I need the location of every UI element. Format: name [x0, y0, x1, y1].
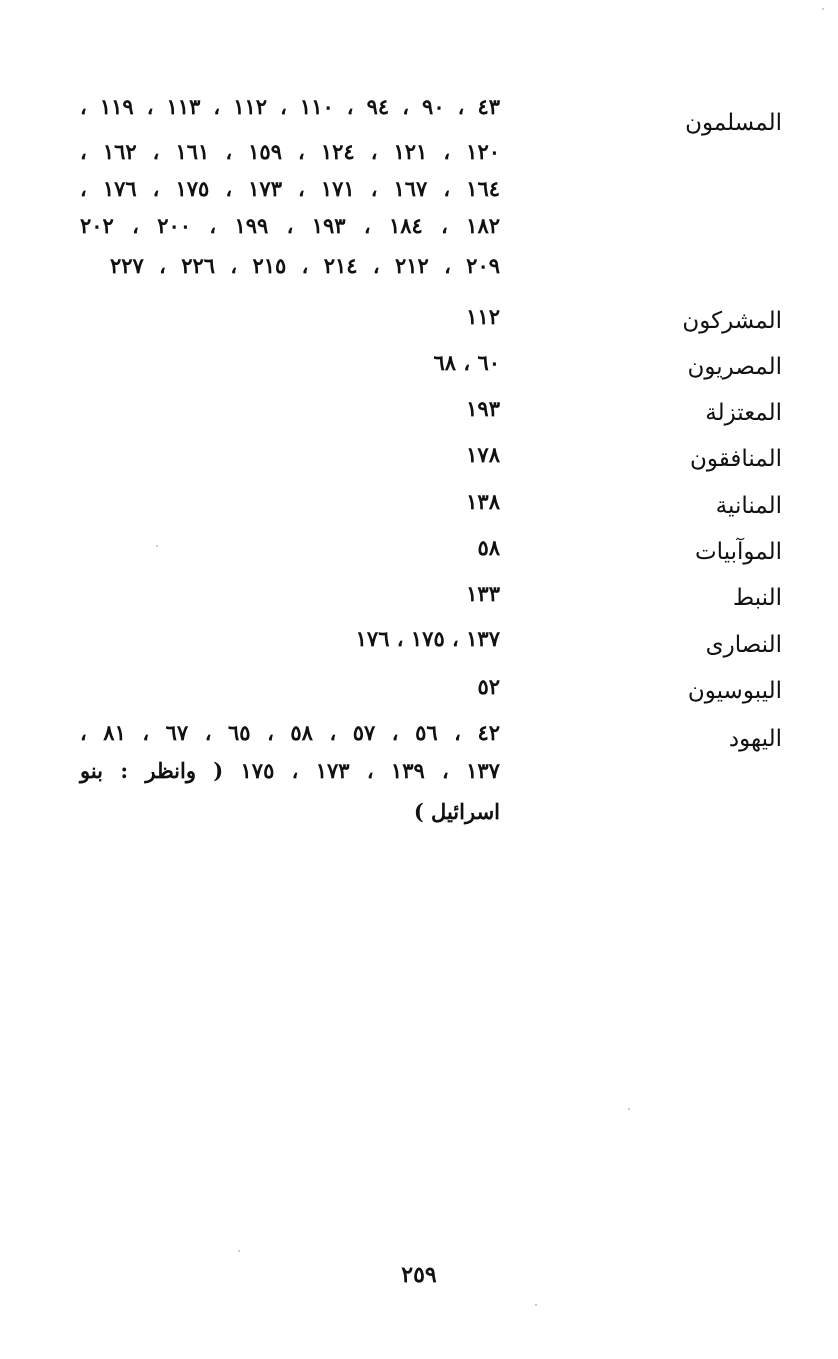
index-term: الموآبيات: [695, 539, 782, 565]
index-term: المسلمون: [685, 110, 782, 136]
index-term: النبط: [732, 585, 782, 611]
scan-speck: [238, 1250, 240, 1252]
index-term: المصريون: [687, 354, 782, 380]
page-references-line: ١٣٣: [466, 581, 500, 606]
index-term: اليهود: [728, 726, 782, 752]
page-references-line: ٤٢ ، ٥٦ ، ٥٧ ، ٥٨ ، ٦٥ ، ٦٧ ، ٨١ ،: [80, 720, 501, 745]
scan-speck: [628, 1108, 630, 1110]
scan-speck: [156, 545, 158, 547]
page-references-line: ٥٢: [477, 674, 500, 699]
index-term: المعتزلة: [705, 400, 782, 426]
page-references-line: ١٧٨: [466, 442, 500, 467]
page-references-line: ١٢٠ ، ١٢١ ، ١٢٤ ، ١٥٩ ، ١٦١ ، ١٦٢ ،: [80, 139, 501, 164]
page-references-line: ٦٠ ، ٦٨: [433, 350, 500, 375]
index-term: المنافقون: [689, 446, 782, 472]
page-references-line: ١٣٧ ، ١٧٥ ، ١٧٦: [355, 626, 500, 651]
scan-speck: [535, 1304, 537, 1306]
scan-speck: [822, 8, 824, 10]
page-references-line: ٥٨: [477, 535, 500, 560]
index-term: المنانية: [715, 493, 782, 519]
page-references-line: ٤٣ ، ٩٠ ، ٩٤ ، ١١٠ ، ١١٢ ، ١١٣ ، ١١٩ ،: [80, 94, 501, 119]
index-term: المشركون: [682, 308, 782, 334]
page-references-line: ١٩٣: [466, 396, 500, 421]
page-references-line: ٢٠٩ ، ٢١٢ ، ٢١٤ ، ٢١٥ ، ٢٢٦ ، ٢٢٧: [110, 253, 501, 278]
page-references-line: ١٣٧ ، ١٣٩ ، ١٧٣ ، ١٧٥ ( وانظر : بنو: [80, 758, 500, 783]
page-references-line: ١١٢: [466, 304, 500, 329]
index-term: اليبوسيون: [687, 678, 782, 704]
page-number: ٢٥٩: [401, 1262, 437, 1288]
page-references-line: ١٦٤ ، ١٦٧ ، ١٧١ ، ١٧٣ ، ١٧٥ ، ١٧٦ ،: [80, 176, 501, 201]
index-term: النصارى: [705, 632, 782, 658]
page-references-line: ١٣٨: [466, 489, 500, 514]
page-references-line: ١٨٢ ، ١٨٤ ، ١٩٣ ، ١٩٩ ، ٢٠٠ ، ٢٠٢: [80, 213, 501, 238]
page-references-line: اسرائيل ): [413, 799, 500, 824]
